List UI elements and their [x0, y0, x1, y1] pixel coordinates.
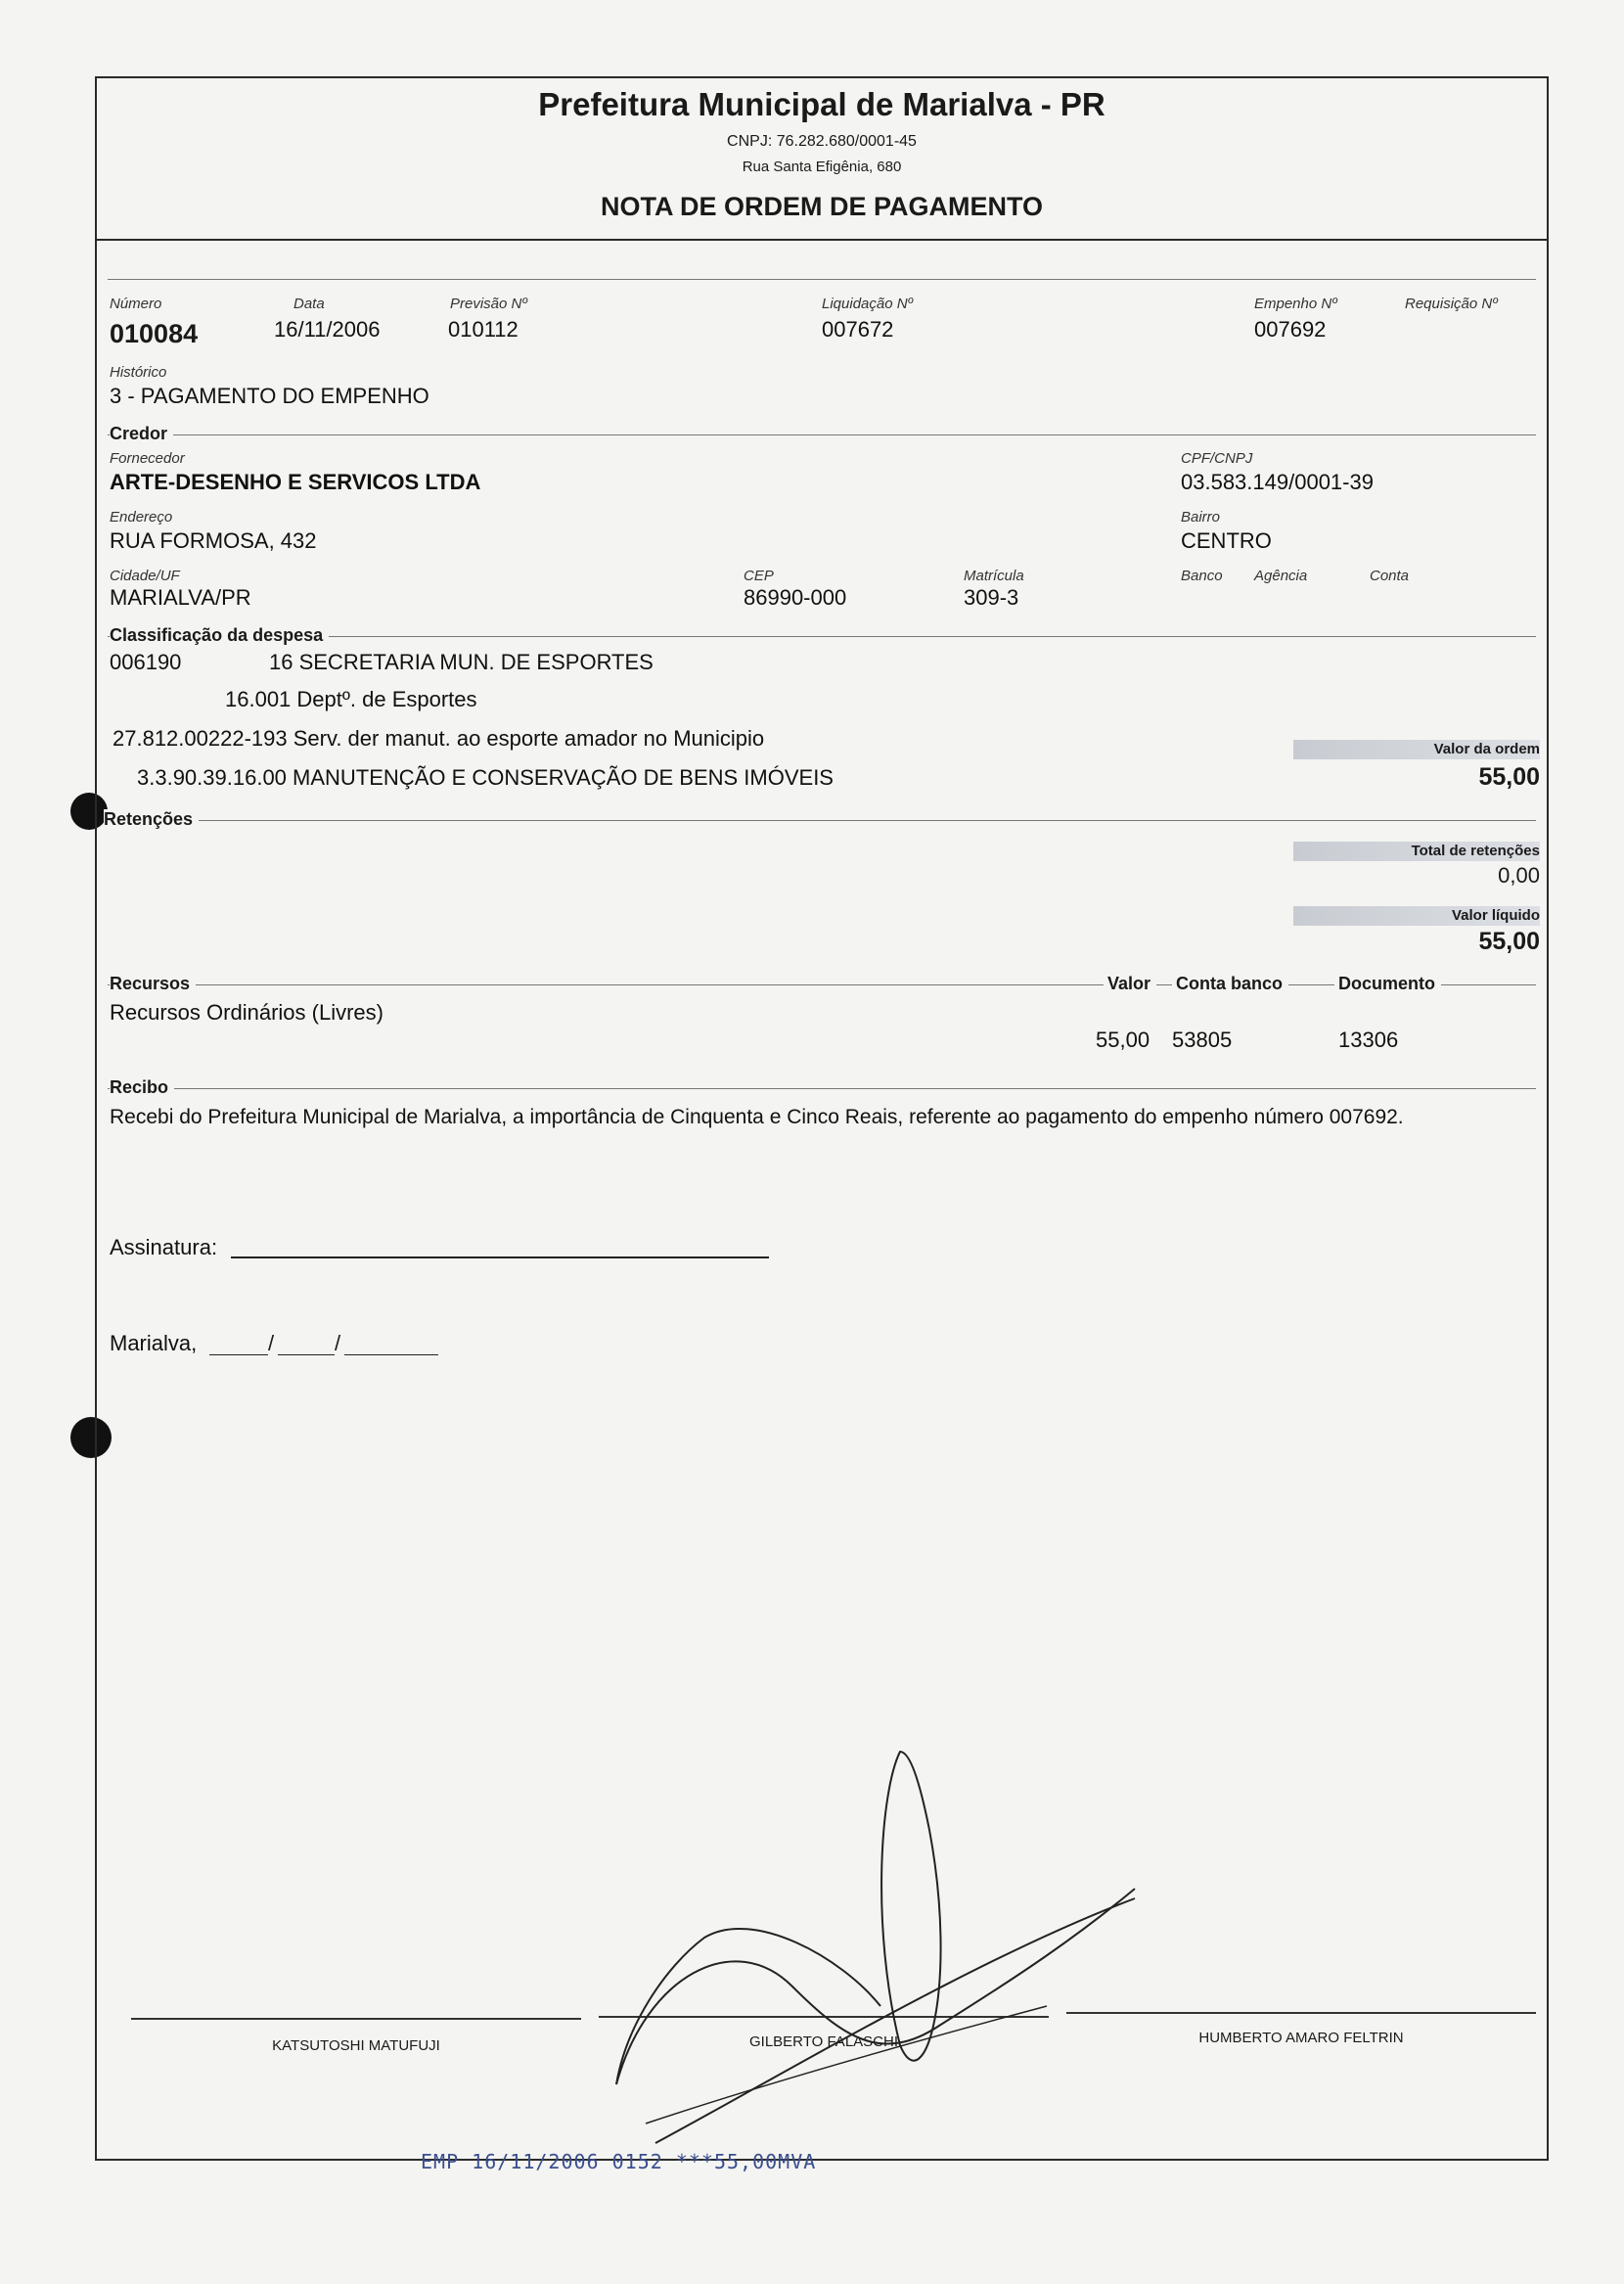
valor-liquido-label: Valor líquido [1451, 907, 1540, 924]
fornecedor-value: ARTE-DESENHO E SERVICOS LTDA [110, 470, 481, 494]
assinatura-label: Assinatura: [110, 1235, 218, 1259]
signature-line-1 [131, 2018, 581, 2020]
divider [108, 279, 1536, 280]
cnpj-line: CNPJ: 76.282.680/0001-45 [727, 133, 917, 150]
recursos-valor-header: Valor [1104, 974, 1156, 994]
liquidacao-value: 007672 [822, 317, 894, 342]
credor-section: Credor [110, 424, 173, 444]
previsao-label: Previsão Nº [450, 296, 527, 312]
document-title: NOTA DE ORDEM DE PAGAMENTO [600, 192, 1043, 221]
banco-label: Banco [1181, 568, 1223, 584]
cep-label: CEP [744, 568, 774, 584]
date-line-month [278, 1354, 335, 1355]
data-label: Data [293, 296, 325, 312]
classificacao-elemento: 3.3.90.39.16.00 MANUTENÇÃO E CONSERVAÇÃO DE BENS IMÓVEIS [137, 765, 834, 790]
classificacao-section: Classificação da despesa [110, 625, 329, 646]
empenho-value: 007692 [1254, 317, 1327, 342]
retencoes-section: Retenções [104, 809, 199, 830]
signature-name-1: KATSUTOSHI MATUFUJI [272, 2037, 440, 2054]
numero-label: Número [110, 296, 162, 312]
valor-ordem-box [1293, 740, 1540, 761]
recursos-conta-banco: 53805 [1172, 1028, 1233, 1052]
fornecedor-label: Fornecedor [110, 450, 185, 467]
cpf-label: CPF/CNPJ [1181, 450, 1253, 467]
total-retencoes-label: Total de retenções [1411, 843, 1540, 859]
cidade-value: MARIALVA/PR [110, 585, 251, 610]
total-retencoes-value: 0,00 [1498, 863, 1540, 888]
signature-name-2: GILBERTO FALASCHI [749, 2033, 898, 2050]
divider [108, 820, 1536, 821]
endereco-value: RUA FORMOSA, 432 [110, 528, 317, 553]
total-retencoes-box [1293, 842, 1540, 863]
assinatura-line [231, 1256, 769, 1258]
valor-ordem-value: 55,00 [1478, 763, 1540, 791]
bairro-label: Bairro [1181, 509, 1221, 525]
liquidacao-label: Liquidação Nº [822, 296, 914, 312]
date-line-year [344, 1354, 438, 1355]
divider [108, 434, 1536, 435]
valor-liquido-value: 55,00 [1478, 928, 1540, 955]
page-title: Prefeitura Municipal de Marialva - PR [538, 86, 1105, 122]
recursos-valor: 55,00 [1096, 1028, 1150, 1052]
classificacao-code: 006190 [110, 650, 182, 674]
date-line-day [209, 1354, 268, 1355]
recursos-section: Recursos [110, 974, 196, 994]
cpf-value: 03.583.149/0001-39 [1181, 470, 1374, 494]
empenho-label: Empenho Nº [1254, 296, 1337, 312]
divider [108, 984, 1536, 985]
divider [108, 1088, 1536, 1089]
endereco-label: Endereço [110, 509, 173, 525]
recibo-section: Recibo [110, 1077, 174, 1098]
cep-value: 86990-000 [744, 585, 847, 610]
data-value: 16/11/2006 [274, 317, 381, 342]
matricula-value: 309-3 [964, 585, 1019, 610]
recursos-descricao: Recursos Ordinários (Livres) [110, 1000, 383, 1025]
valor-ordem-label: Valor da ordem [1433, 741, 1540, 757]
numero-value: 010084 [110, 319, 199, 348]
local-label: Marialva, [110, 1331, 198, 1355]
matricula-label: Matrícula [964, 568, 1024, 584]
conta-label: Conta [1370, 568, 1410, 584]
classificacao-departamento: 16.001 Deptº. de Esportes [225, 687, 477, 711]
classificacao-secretaria: 16 SECRETARIA MUN. DE ESPORTES [269, 650, 654, 674]
bairro-value: CENTRO [1181, 528, 1272, 553]
cidade-label: Cidade/UF [110, 568, 180, 584]
date-slash: / [335, 1331, 341, 1355]
bank-stamp: EMP 16/11/2006 0152 ***55,00MVA [421, 2150, 817, 2173]
recursos-conta-banco-header: Conta banco [1172, 974, 1288, 994]
recursos-documento: 13306 [1338, 1028, 1399, 1052]
recibo-text: Recebi do Prefeitura Municipal de Marialva, a importância de Cinquenta e Cinco Reais, referente ao pagamento do empenho número 007692. [110, 1106, 1404, 1128]
valor-liquido-box [1293, 906, 1540, 928]
previsao-value: 010112 [448, 317, 519, 342]
date-slash: / [268, 1331, 275, 1355]
agencia-label: Agência [1254, 568, 1308, 584]
classificacao-programa: 27.812.00222-193 Serv. der manut. ao esporte amador no Municipio [113, 726, 765, 751]
requisicao-label: Requisição Nº [1405, 296, 1498, 312]
recursos-documento-header: Documento [1334, 974, 1441, 994]
handwritten-signature [587, 1732, 1174, 2153]
signature-name-3: HUMBERTO AMARO FELTRIN [1198, 2030, 1404, 2046]
header-separator [95, 239, 1549, 241]
historico-label: Histórico [110, 364, 167, 381]
address-line: Rua Santa Efigênia, 680 [742, 159, 902, 175]
historico-value: 3 - PAGAMENTO DO EMPENHO [110, 384, 429, 408]
